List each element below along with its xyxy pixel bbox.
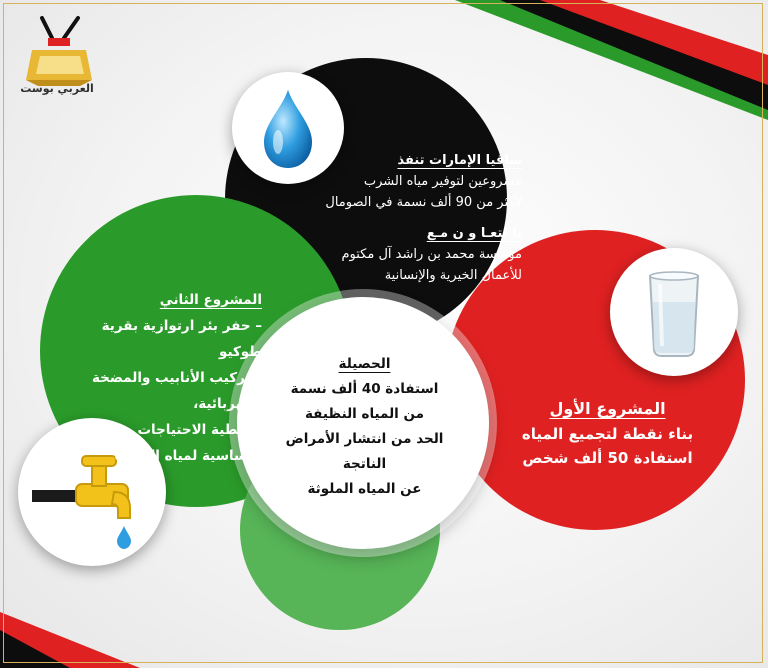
second-project-line: – تغطية الاحتياجات [137,422,262,438]
intro-text-block [292,150,522,286]
outcome-line: الحد من انتشار الأمراض الناتجة [285,431,444,472]
second-project-title: المشروع الثاني [159,292,262,308]
first-project-line: بناء نقطة لتجميع المياه [521,425,694,443]
intro-line: لأكثر من 90 ألف نسمة في الصومال [325,195,522,210]
first-project-title: المشروع الأول [549,399,666,418]
partner-title: با لتعـا و ن مـع [426,226,522,241]
intro-title: ساقيا الإمارات تنفذ [397,153,522,168]
water-glass-icon [610,248,738,376]
second-project-text [72,287,262,469]
intro-line: مشروعين لتوفير مياه الشرب [363,174,522,189]
first-project-line: استفادة 50 ألف شخص [522,449,693,467]
second-project-line: الكهربائية، [193,396,262,412]
second-project-line: – حفر بئر ارتوازية بقرية طوكيو [101,318,262,360]
outcome-line: استفادة 40 ألف نسمة [290,381,439,397]
outcome-text [262,352,467,502]
partner-line: مؤسسة محمد بن راشد آل مكتوم [341,247,522,262]
outcome-title: الحصيلة [338,356,391,372]
first-project-text [505,396,710,470]
second-project-line: – تركيب الأنابيب والمضخة [91,370,262,386]
partner-line: للأعمال الخيرية والإنسانية [384,268,522,283]
second-project-line: الأساسية لمياه الشرب [114,448,262,464]
logo-text: العربي بوست [20,82,94,95]
outcome-line: عن المياه الملوثة [307,481,422,497]
outcome-line: من المياه النظيفة [305,406,424,422]
brand-logo [12,10,102,102]
